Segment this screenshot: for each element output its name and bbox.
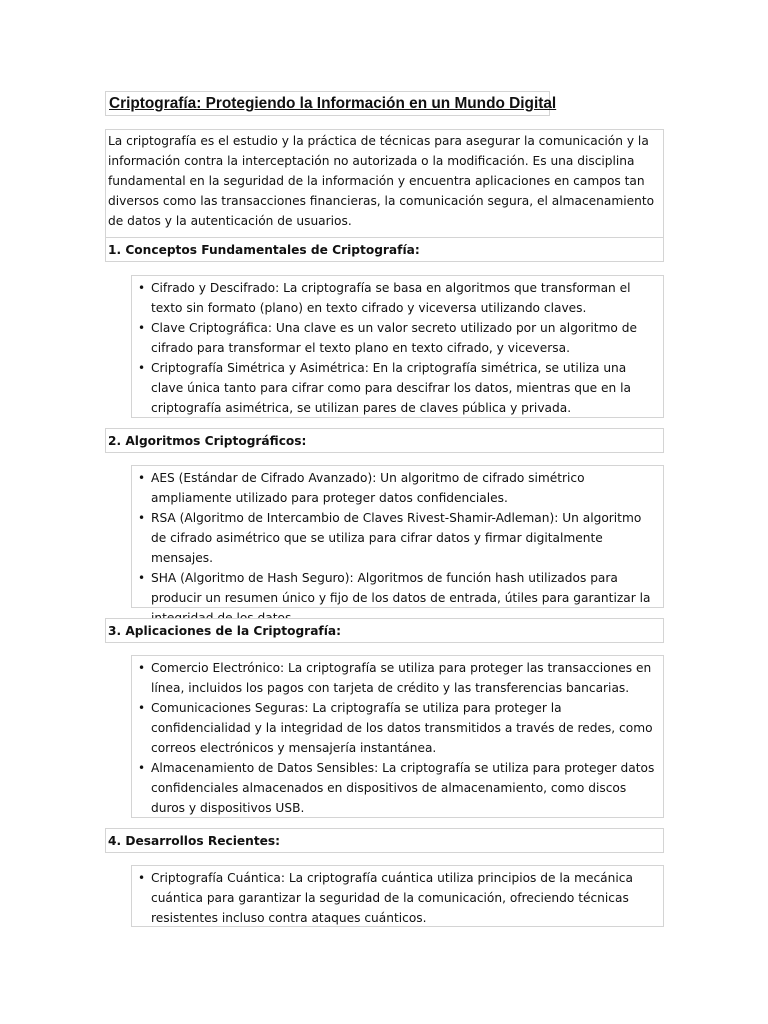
list-item-text: SHA (Algoritmo de Hash Seguro): Algoritmos de función hash utilizados para producir un resumen único y fijo de los datos de entrada, útiles para garantizar la — [151, 571, 651, 605]
list-item — [132, 758, 659, 818]
title-box — [105, 91, 557, 116]
list-item-text: Comercio Electrónico: La criptografía se utiliza para proteger las transacciones en línea, incluidos los pagos con tarjeta de crédito y las transferencias bancarias. — [151, 661, 652, 695]
bullet-icon: • — [137, 661, 146, 675]
list-item-text: Cifrado y Descifrado: La criptografía se basa en algoritmos que transforman el texto sin formato (plano) en texto cifrado y viceversa utilizando claves. — [151, 281, 631, 315]
list-item-text: Criptografía Simétrica y Asimétrica: En la criptografía simétrica, se utiliza una clave única tanto para cifrar como para descifrar los datos, mientras que en la criptografía asimétrica, se utilizan pares de claves pública y privada. — [151, 361, 631, 415]
section-1-list-box — [131, 275, 664, 418]
list-item-text: RSA (Algoritmo de Intercambio de Claves Rivest-Shamir-Adleman): Un algoritmo de cifrado asimétrico que se utiliza para cifrar datos y firmar digitalmente mensajes. — [151, 511, 642, 565]
section-4-list — [132, 868, 659, 928]
list-item — [132, 278, 659, 318]
bullet-icon: • — [137, 321, 146, 335]
bullet-icon: • — [137, 701, 146, 715]
section-3-heading: 3. Aplicaciones de la Criptografía: — [108, 624, 341, 638]
section-3-list — [132, 658, 659, 818]
bullet-icon: • — [137, 281, 146, 295]
section-2-heading: 2. Algoritmos Criptográficos: — [108, 434, 307, 448]
section-4-list-box — [131, 865, 664, 927]
list-item-text: Clave Criptográfica: Una clave es un valor secreto utilizado por un algoritmo de cifrado para transformar el texto plano en texto cifrado, y viceversa. — [151, 321, 638, 355]
section-4-heading: 4. Desarrollos Recientes: — [108, 834, 281, 848]
section-2-heading-box — [105, 428, 664, 453]
list-item — [132, 698, 659, 758]
document-title: Criptografía: Protegiendo la Información en un Mundo Digital — [109, 95, 557, 112]
list-item-text: Criptografía Cuántica: La criptografía cuántica utiliza principios de la mecánica cuántica para garantizar la seguridad de la comunicación, ofreciendo técnicas resistentes incluso contra ataques cuánticos. — [151, 871, 633, 925]
list-item — [132, 468, 659, 508]
list-item-text: Almacenamiento de Datos Sensibles: La criptografía se utiliza para proteger datos confidenciales almacenados en dispositivos de almacenamiento, como discos duros y dispositivos USB. — [151, 761, 655, 815]
bullet-icon: • — [137, 571, 146, 585]
list-item — [132, 318, 659, 358]
section-1-list — [132, 278, 659, 418]
list-item — [132, 508, 659, 568]
section-3-list-box — [131, 655, 664, 818]
list-item — [132, 358, 659, 418]
list-item-text: AES (Estándar de Cifrado Avanzado): Un algoritmo de cifrado simétrico ampliamente utilizado para proteger datos confidenciales. — [151, 471, 585, 505]
bullet-icon: • — [137, 761, 146, 775]
list-item — [132, 868, 659, 928]
list-item-text: Comunicaciones Seguras: La criptografía se utiliza para proteger la confidencialidad y la integridad de los datos transmitidos a través de redes, como correos electrónicos y mensajería instantánea. — [151, 701, 653, 755]
section-1-heading-box — [105, 237, 664, 262]
section-2-list-box — [131, 465, 664, 608]
bullet-icon: • — [137, 361, 146, 375]
section-2-list — [132, 468, 659, 628]
bullet-icon: • — [137, 511, 146, 525]
bullet-icon: • — [137, 471, 146, 485]
bullet-icon: • — [137, 871, 146, 885]
section-3-heading-box — [105, 618, 664, 643]
section-1-heading: 1. Conceptos Fundamentales de Criptografía: — [108, 243, 420, 257]
intro-paragraph: La criptografía es el estudio y la práctica de técnicas para asegurar la comunicación y la información contra la interceptación no autorizada o la modificación. Es una disciplina fundamental en la seguridad de la información y encuentra aplicaciones en campos tan diversos como las transacciones financieras, la comunicación segura, el almacenamiento de datos y la autenticación de usuarios. — [108, 134, 655, 229]
list-item — [132, 658, 659, 698]
section-4-heading-box — [105, 828, 664, 853]
